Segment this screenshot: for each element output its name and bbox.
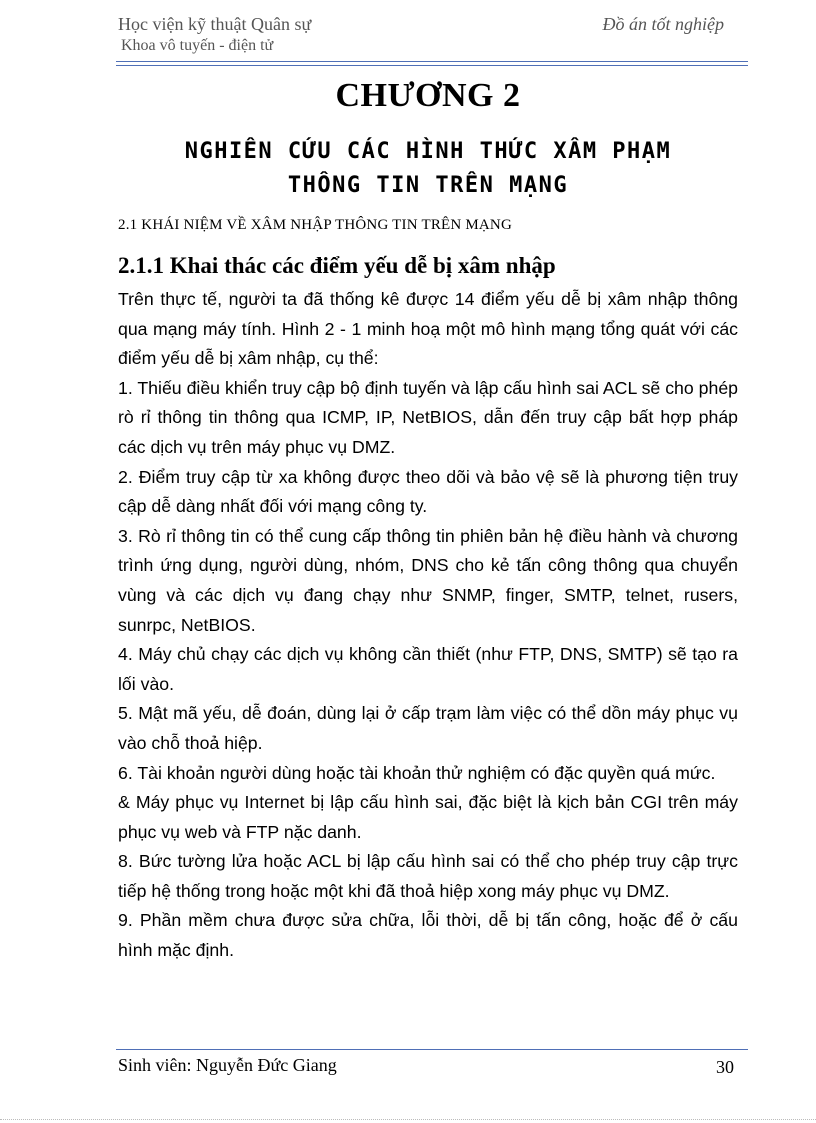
paragraph: 3. Rò rỉ thông tin có thể cung cấp thông tin phiên bản hệ điều hành và chương trình ứng dụng, người dùng, nhóm, DNS cho kẻ tấn công thông qua chuyển vùng và các dịch vụ đang chạy như SNMP, finger, SMTP, telnet, rusers, sunrpc, NetBIOS.: [118, 525, 738, 635]
subsection-heading: 2.1.1 Khai thác các điểm yếu dễ bị xâm nhập: [118, 253, 556, 278]
body-text: [118, 285, 738, 966]
header-faculty: Khoa vô tuyến - điện tử: [121, 37, 274, 54]
chapter-title: [100, 135, 756, 203]
chapter-title-line2: THÔNG TIN TRÊN MẠNG: [287, 173, 569, 198]
paragraph: 1. Thiếu điều khiển truy cập bộ định tuyến và lập cấu hình sai ACL sẽ cho phép rò rỉ thông tin thông qua ICMP, IP, NetBIOS, dẫn đến truy cập bất hợp pháp các dịch vụ trên máy phục vụ DMZ.: [118, 377, 738, 457]
paragraph: 4. Máy chủ chạy các dịch vụ không cần thiết (như FTP, DNS, SMTP) sẽ tạo ra lối vào.: [118, 644, 738, 694]
paragraph: Trên thực tế, người ta đã thống kê được 14 điểm yếu dễ bị xâm nhập thông qua mạng máy tính. Hình 2 - 1 minh hoạ một mô hình mạng tổng quát với các điểm yếu dễ bị xâm nhập, cụ thể:: [118, 289, 738, 369]
header-institution: Học viện kỹ thuật Quân sự: [118, 14, 312, 34]
footer-student: Sinh viên: Nguyễn Đức Giang: [118, 1055, 337, 1075]
section-heading: 2.1 KHÁI NIỆM VỀ XÂM NHẬP THÔNG TIN TRÊN MẠNG: [118, 217, 512, 233]
paragraph: 2. Điểm truy cập từ xa không được theo dõi và bảo vệ sẽ là phương tiện truy cập dễ dàng nhất đối với mạng công ty.: [118, 466, 738, 517]
paragraph: 9. Phần mềm chưa được sửa chữa, lỗi thời, dễ bị tấn công, hoặc để ở cấu hình mặc định.: [118, 910, 738, 961]
footer-rule: [116, 1049, 748, 1050]
header-rule-thin: [116, 65, 748, 66]
paragraph: 8. Bức tường lửa hoặc ACL bị lập cấu hình sai có thể cho phép truy cập trực tiếp hệ thống trong hoặc một khi đã thoả hiệp xong máy phục vụ DMZ.: [118, 851, 738, 901]
chapter-label: CHƯƠNG 2: [335, 77, 521, 114]
header-document-type: Đồ án tốt nghiệp: [602, 14, 724, 34]
header-rule: [116, 61, 748, 62]
paragraph: 6. Tài khoản người dùng hoặc tài khoản thử nghiệm có đặc quyền quá mức.: [118, 762, 716, 783]
paragraph: 5. Mật mã yếu, dễ đoán, dùng lại ở cấp trạm làm việc có thể dồn máy phục vụ vào chỗ thoả hiệp.: [118, 703, 738, 753]
paragraph: & Máy phục vụ Internet bị lập cấu hình sai, đặc biệt là kịch bản CGI trên máy phục vụ web và FTP nặc danh.: [118, 792, 738, 842]
page-edge-divider: [0, 1119, 816, 1120]
chapter-title-line1: NGHIÊN CỨU CÁC HÌNH THỨC XÂM PHẠM: [184, 139, 672, 164]
page-number: 30: [716, 1057, 734, 1077]
